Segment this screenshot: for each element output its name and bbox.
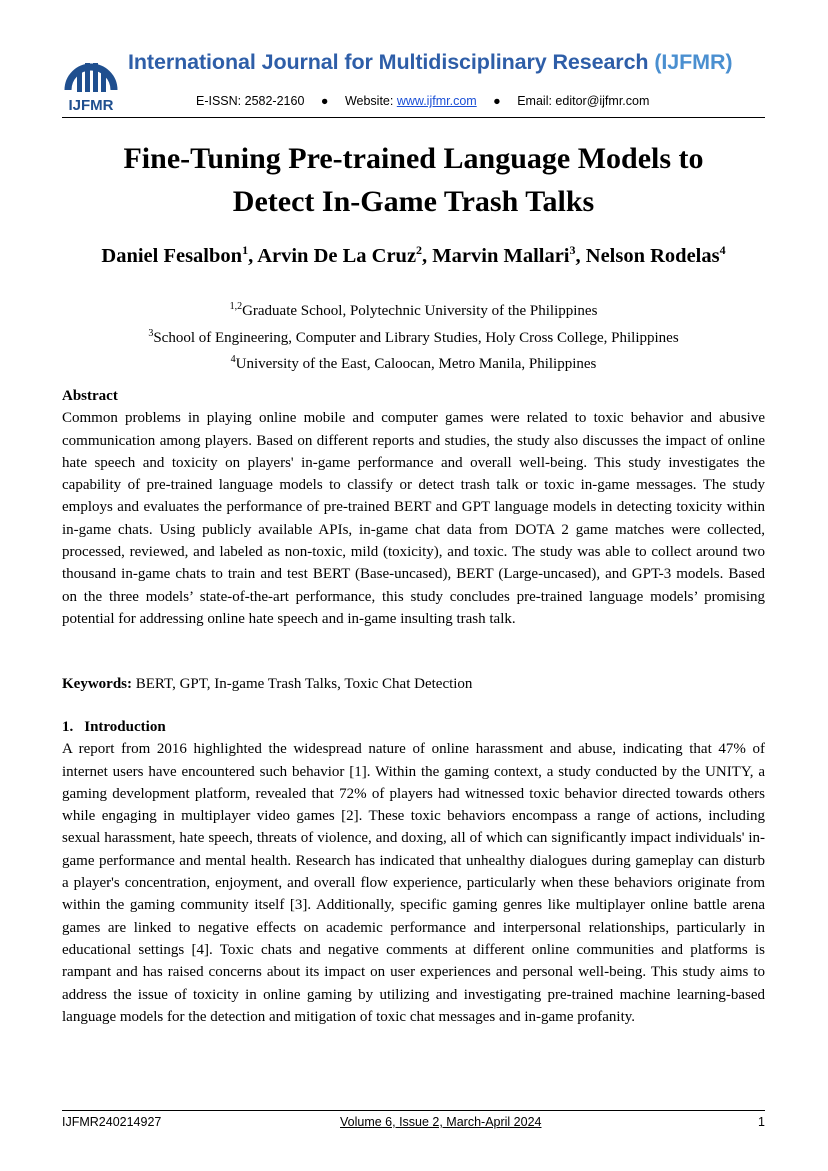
volume-issue: Volume 6, Issue 2, March-April 2024 — [340, 1115, 542, 1129]
section-number: 1. — [62, 719, 74, 735]
journal-title — [128, 50, 732, 75]
header-divider — [62, 117, 765, 118]
website-label: Website: — [344, 94, 397, 108]
author-list — [62, 243, 765, 268]
journal-abbr: (IJFMR) — [654, 50, 733, 74]
intro-text: A report from 2016 highlighted the widespread nature of online harassment and abuse, indicating that 47% of internet users have encountered such behavior [1]. Within the gaming context, a study conducted by the UNITY, a gaming development platform, revealed that 72% of players had witnessed toxic behavior directed towards others while engaging in multiplayer video games [2]. These toxic behaviors encompass a range of actions, including sexual harassment, hate speech, threats of violence, and doxing, all of which can significantly impact individuals' in-game performance and mental health. Research has indicated that unhealthy dialogues during gameplay can disturb a player's concentration, enjoyment, and overall flow experience, particularly when these behaviors originate from within the gaming community itself [3]. Additionally, specific gaming genres like multiplayer online battle arena games are linked to negative effects on academic performance and interpersonal relationships, particularly in educational settings [4]. Toxic chats and negative comments at different online communities and platforms is rampant and has raised concerns about its impact on user experiences and personal well-being. This study aims to address the issue of toxicity in online gaming by utilizing and investigating pre-trained machine learning-based language models for the detection and mitigation of toxic chat messages and in-game profanity. — [62, 741, 765, 1025]
logo-text: IJFMR — [68, 97, 114, 114]
keywords-label: Keywords: — [62, 676, 132, 692]
journal-header — [62, 44, 767, 116]
author: Daniel Fesalbon$^1$, — [101, 243, 258, 267]
paper-id: IJFMR240214927 — [62, 1115, 162, 1129]
page-number: 1 — [758, 1115, 765, 1129]
bullet-separator: ● — [320, 94, 329, 108]
intro-heading — [62, 716, 765, 738]
author: Marvin Mallari$^3$, — [432, 243, 586, 267]
eissn: E-ISSN: 2582-2160 — [196, 94, 305, 108]
abstract-text: Common problems in playing online mobile and computer games were related to toxic behavior and abusive communication among players. Based on different reports and studies, the study also discusses the impact of online hate speech and toxicity on players' in-game performance and overall well-being. This study investigates the capability of pre-trained language models to classify or detect trash talk or toxic in-game messages. The study employs and evaluates the performance of pre-trained BERT and GPT language models in detecting toxicity within in-game chats. Using publicly available APIs, in-game chat data from DOTA 2 game matches were collected, processed, reviewed, and labeled as non-toxic, mild (toxicity), and toxic. The study was able to collect around two thousand in-game chats to train and test BERT (Base-uncased), BERT (Large-uncased), and GPT-3 models. Based on the three models’ state-of-the-art performance, this study concludes pre-trained language models’ promising potential for addressing online hate speech and in-game insulting trash talk. — [62, 410, 765, 627]
ijfmr-logo — [62, 44, 120, 114]
affiliation: $^4$University of the East, Caloocan, Metro Manila, Philippines — [230, 354, 597, 372]
bullet-separator: ● — [493, 94, 501, 108]
footer-divider — [62, 1110, 765, 1111]
keywords-section — [62, 673, 765, 695]
keywords-text: BERT, GPT, In-game Trash Talks, Toxic Chat Detection — [132, 676, 473, 692]
author: Nelson Rodelas$^4$ — [585, 243, 726, 267]
introduction-section — [62, 716, 765, 1028]
section-title: Introduction — [84, 719, 166, 735]
abstract-heading: Abstract — [62, 388, 118, 404]
journal-name: International Journal for Multidisciplinary Research — [128, 50, 649, 74]
journal-meta — [196, 94, 649, 108]
email: Email: editor@ijfmr.com — [517, 94, 650, 108]
paper-title — [62, 137, 765, 223]
affiliation: $^3$School of Engineering, Computer and Library Studies, Holy Cross College, Philippines — [148, 327, 679, 346]
website-link[interactable]: www.ijfmr.com — [396, 94, 477, 108]
affiliation: $^{1,2}$Graduate School, Polytechnic University of the Philippines — [229, 301, 598, 319]
affiliations — [62, 296, 765, 376]
title-line: Fine-Tuning Pre-trained Language Models to — [123, 142, 704, 175]
abstract-section — [62, 385, 765, 630]
title-line: Detect In-Game Trash Talks — [232, 185, 595, 218]
author: Arvin De La Cruz$^2$, — [257, 243, 433, 267]
